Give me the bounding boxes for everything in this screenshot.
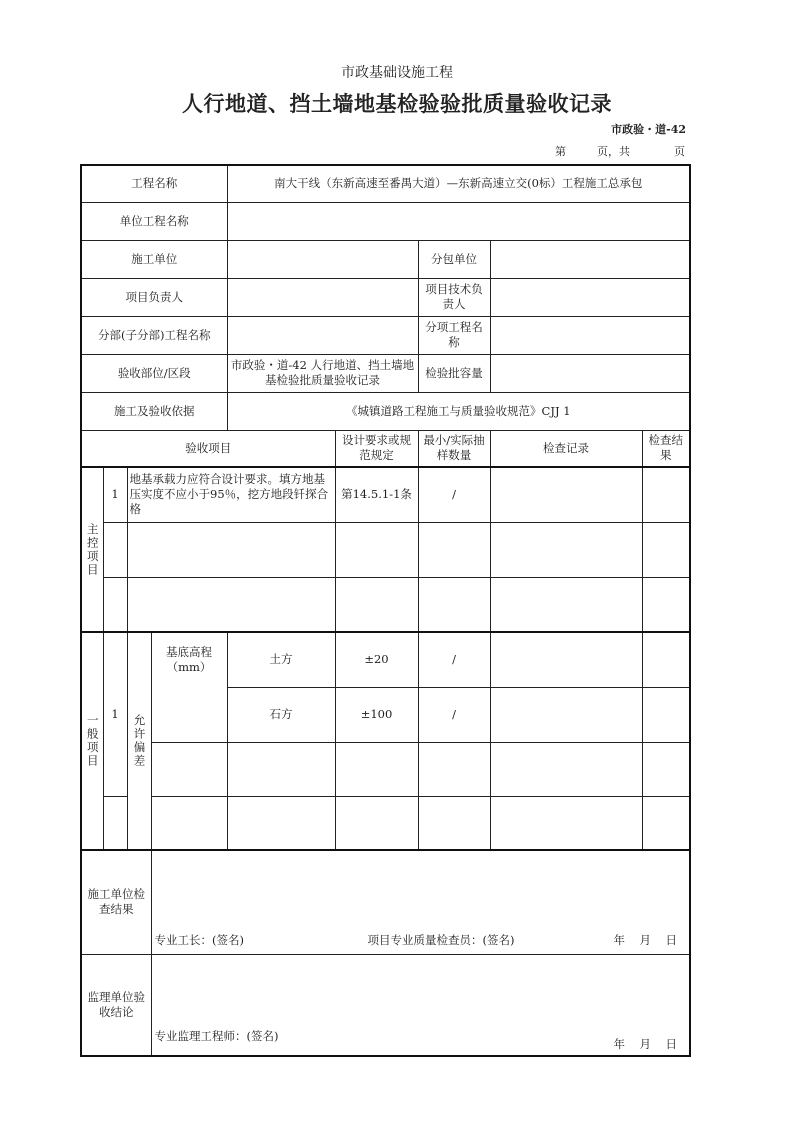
acceptance-part-label: 验收部位/区段 — [81, 354, 227, 392]
general-row3-value — [335, 742, 418, 796]
general-section-label: 一般项目 — [81, 632, 103, 850]
col-item-header: 验收项目 — [81, 430, 335, 467]
tech-manager-label: 项目技术负责人 — [418, 278, 490, 316]
subcontractor-label: 分包单位 — [418, 240, 490, 278]
contractor-date-year: 年 — [613, 933, 625, 947]
main-control-row1-result[interactable] — [642, 467, 690, 522]
main-control-row2-text — [127, 522, 335, 577]
main-control-row2-no — [103, 522, 127, 577]
main-control-row1-no: 1 — [103, 467, 127, 522]
general-row3-sub — [227, 742, 335, 796]
division-value[interactable] — [227, 316, 418, 354]
contractor-value[interactable] — [227, 240, 418, 278]
main-control-row1-text: 地基承载力应符合设计要求。填方地基压实度不应小于95％，挖方地段钎探合格 — [127, 467, 335, 522]
page-ye-gong: 页，共 — [597, 145, 630, 158]
main-control-row3-sample — [418, 577, 490, 632]
subitem-value[interactable] — [490, 316, 690, 354]
project-name-label: 工程名称 — [81, 165, 227, 202]
acceptance-form-table — [80, 164, 691, 1057]
subcontractor-value[interactable] — [490, 240, 690, 278]
sub2-value: ±100 — [335, 687, 418, 742]
main-control-row1-design: 第14.5.1-1条 — [335, 467, 418, 522]
general-row4-value — [335, 796, 418, 850]
unit-project-value[interactable] — [227, 202, 690, 240]
contractor-check-label: 施工单位检查结果 — [81, 850, 151, 954]
elevation-item-label: 基底高程（mm） — [151, 632, 227, 742]
general-row3-result[interactable] — [642, 742, 690, 796]
basis-label: 施工及验收依据 — [81, 392, 227, 430]
sub2-record[interactable] — [490, 687, 642, 742]
sub2-sample: / — [418, 687, 490, 742]
contractor-label: 施工单位 — [81, 240, 227, 278]
col-result-header: 检查结果 — [642, 430, 690, 467]
main-control-row1-sample: / — [418, 467, 490, 522]
supervisor-date-year: 年 — [613, 1036, 625, 1051]
foreman-sign: 专业工长：(签名) — [154, 933, 244, 947]
supervisor-date-day: 日 — [665, 1036, 677, 1051]
main-control-row3-text — [127, 577, 335, 632]
main-control-row1-record[interactable] — [490, 467, 642, 522]
sub1-value: ±20 — [335, 632, 418, 687]
page-ye: 页 — [674, 145, 685, 158]
main-control-row2-result[interactable] — [642, 522, 690, 577]
sub1-record[interactable] — [490, 632, 642, 687]
col-record-header: 检查记录 — [490, 430, 642, 467]
main-control-row3-record[interactable] — [490, 577, 642, 632]
main-control-row2-record[interactable] — [490, 522, 642, 577]
sub1-label: 土方 — [227, 632, 335, 687]
tech-manager-value[interactable] — [490, 278, 690, 316]
general-row3-item — [151, 742, 227, 796]
col-design-header: 设计要求或规范规定 — [335, 430, 418, 467]
main-control-row3-design — [335, 577, 418, 632]
general-row4-result[interactable] — [642, 796, 690, 850]
subitem-label: 分项工程名称 — [418, 316, 490, 354]
inspector-sign: 项目专业质量检查员：(签名) — [367, 933, 515, 947]
sub2-label: 石方 — [227, 687, 335, 742]
batch-capacity-label: 检验批容量 — [418, 354, 490, 392]
general-row4-sub — [227, 796, 335, 850]
engineer-sign: 专业监理工程师：(签名) — [154, 1028, 279, 1043]
general-row4-no — [103, 796, 127, 850]
batch-capacity-value[interactable] — [490, 354, 690, 392]
project-manager-value[interactable] — [227, 278, 418, 316]
main-control-section-label: 主控项目 — [81, 467, 103, 632]
project-manager-label: 项目负责人 — [81, 278, 227, 316]
general-row4-sample — [418, 796, 490, 850]
contractor-date-month: 月 — [639, 933, 651, 947]
form-title: 人行地道、挡土墙地基检验验批质量验收记录 — [182, 91, 612, 116]
category-label: 市政基础设施工程 — [341, 65, 453, 81]
general-row3-sample — [418, 742, 490, 796]
sub2-result[interactable] — [642, 687, 690, 742]
main-control-row2-design — [335, 522, 418, 577]
sub1-sample: / — [418, 632, 490, 687]
project-name-value: 南大干线（东新高速至番禺大道）—东新高速立交(0标）工程施工总承包 — [227, 165, 690, 202]
contractor-check-cell[interactable] — [151, 850, 690, 954]
unit-project-label: 单位工程名称 — [81, 202, 227, 240]
acceptance-part-value: 市政验・道-42 人行地道、挡土墙地基检验批质量验收记录 — [227, 354, 418, 392]
supervisor-date-month: 月 — [639, 1036, 651, 1051]
basis-value: 《城镇道路工程施工与质量验收规范》CJJ 1 — [227, 392, 690, 430]
page-di: 第 — [555, 145, 566, 158]
supervisor-check-label: 监理单位验收结论 — [81, 954, 151, 1056]
form-code: 市政验・道-42 — [611, 123, 686, 136]
general-row4-item — [151, 796, 227, 850]
contractor-date-day: 日 — [665, 933, 677, 947]
sub1-result[interactable] — [642, 632, 690, 687]
general-row4-record[interactable] — [490, 796, 642, 850]
deviation-label: 允许偏差 — [127, 632, 151, 850]
col-sample-header: 最小/实际抽样数量 — [418, 430, 490, 467]
main-control-row3-result[interactable] — [642, 577, 690, 632]
supervisor-check-cell[interactable] — [151, 954, 690, 1056]
general-row3-record[interactable] — [490, 742, 642, 796]
general-row-no: 1 — [103, 632, 127, 796]
division-label: 分部(子分部)工程名称 — [81, 316, 227, 354]
main-control-row3-no — [103, 577, 127, 632]
main-control-row2-sample — [418, 522, 490, 577]
